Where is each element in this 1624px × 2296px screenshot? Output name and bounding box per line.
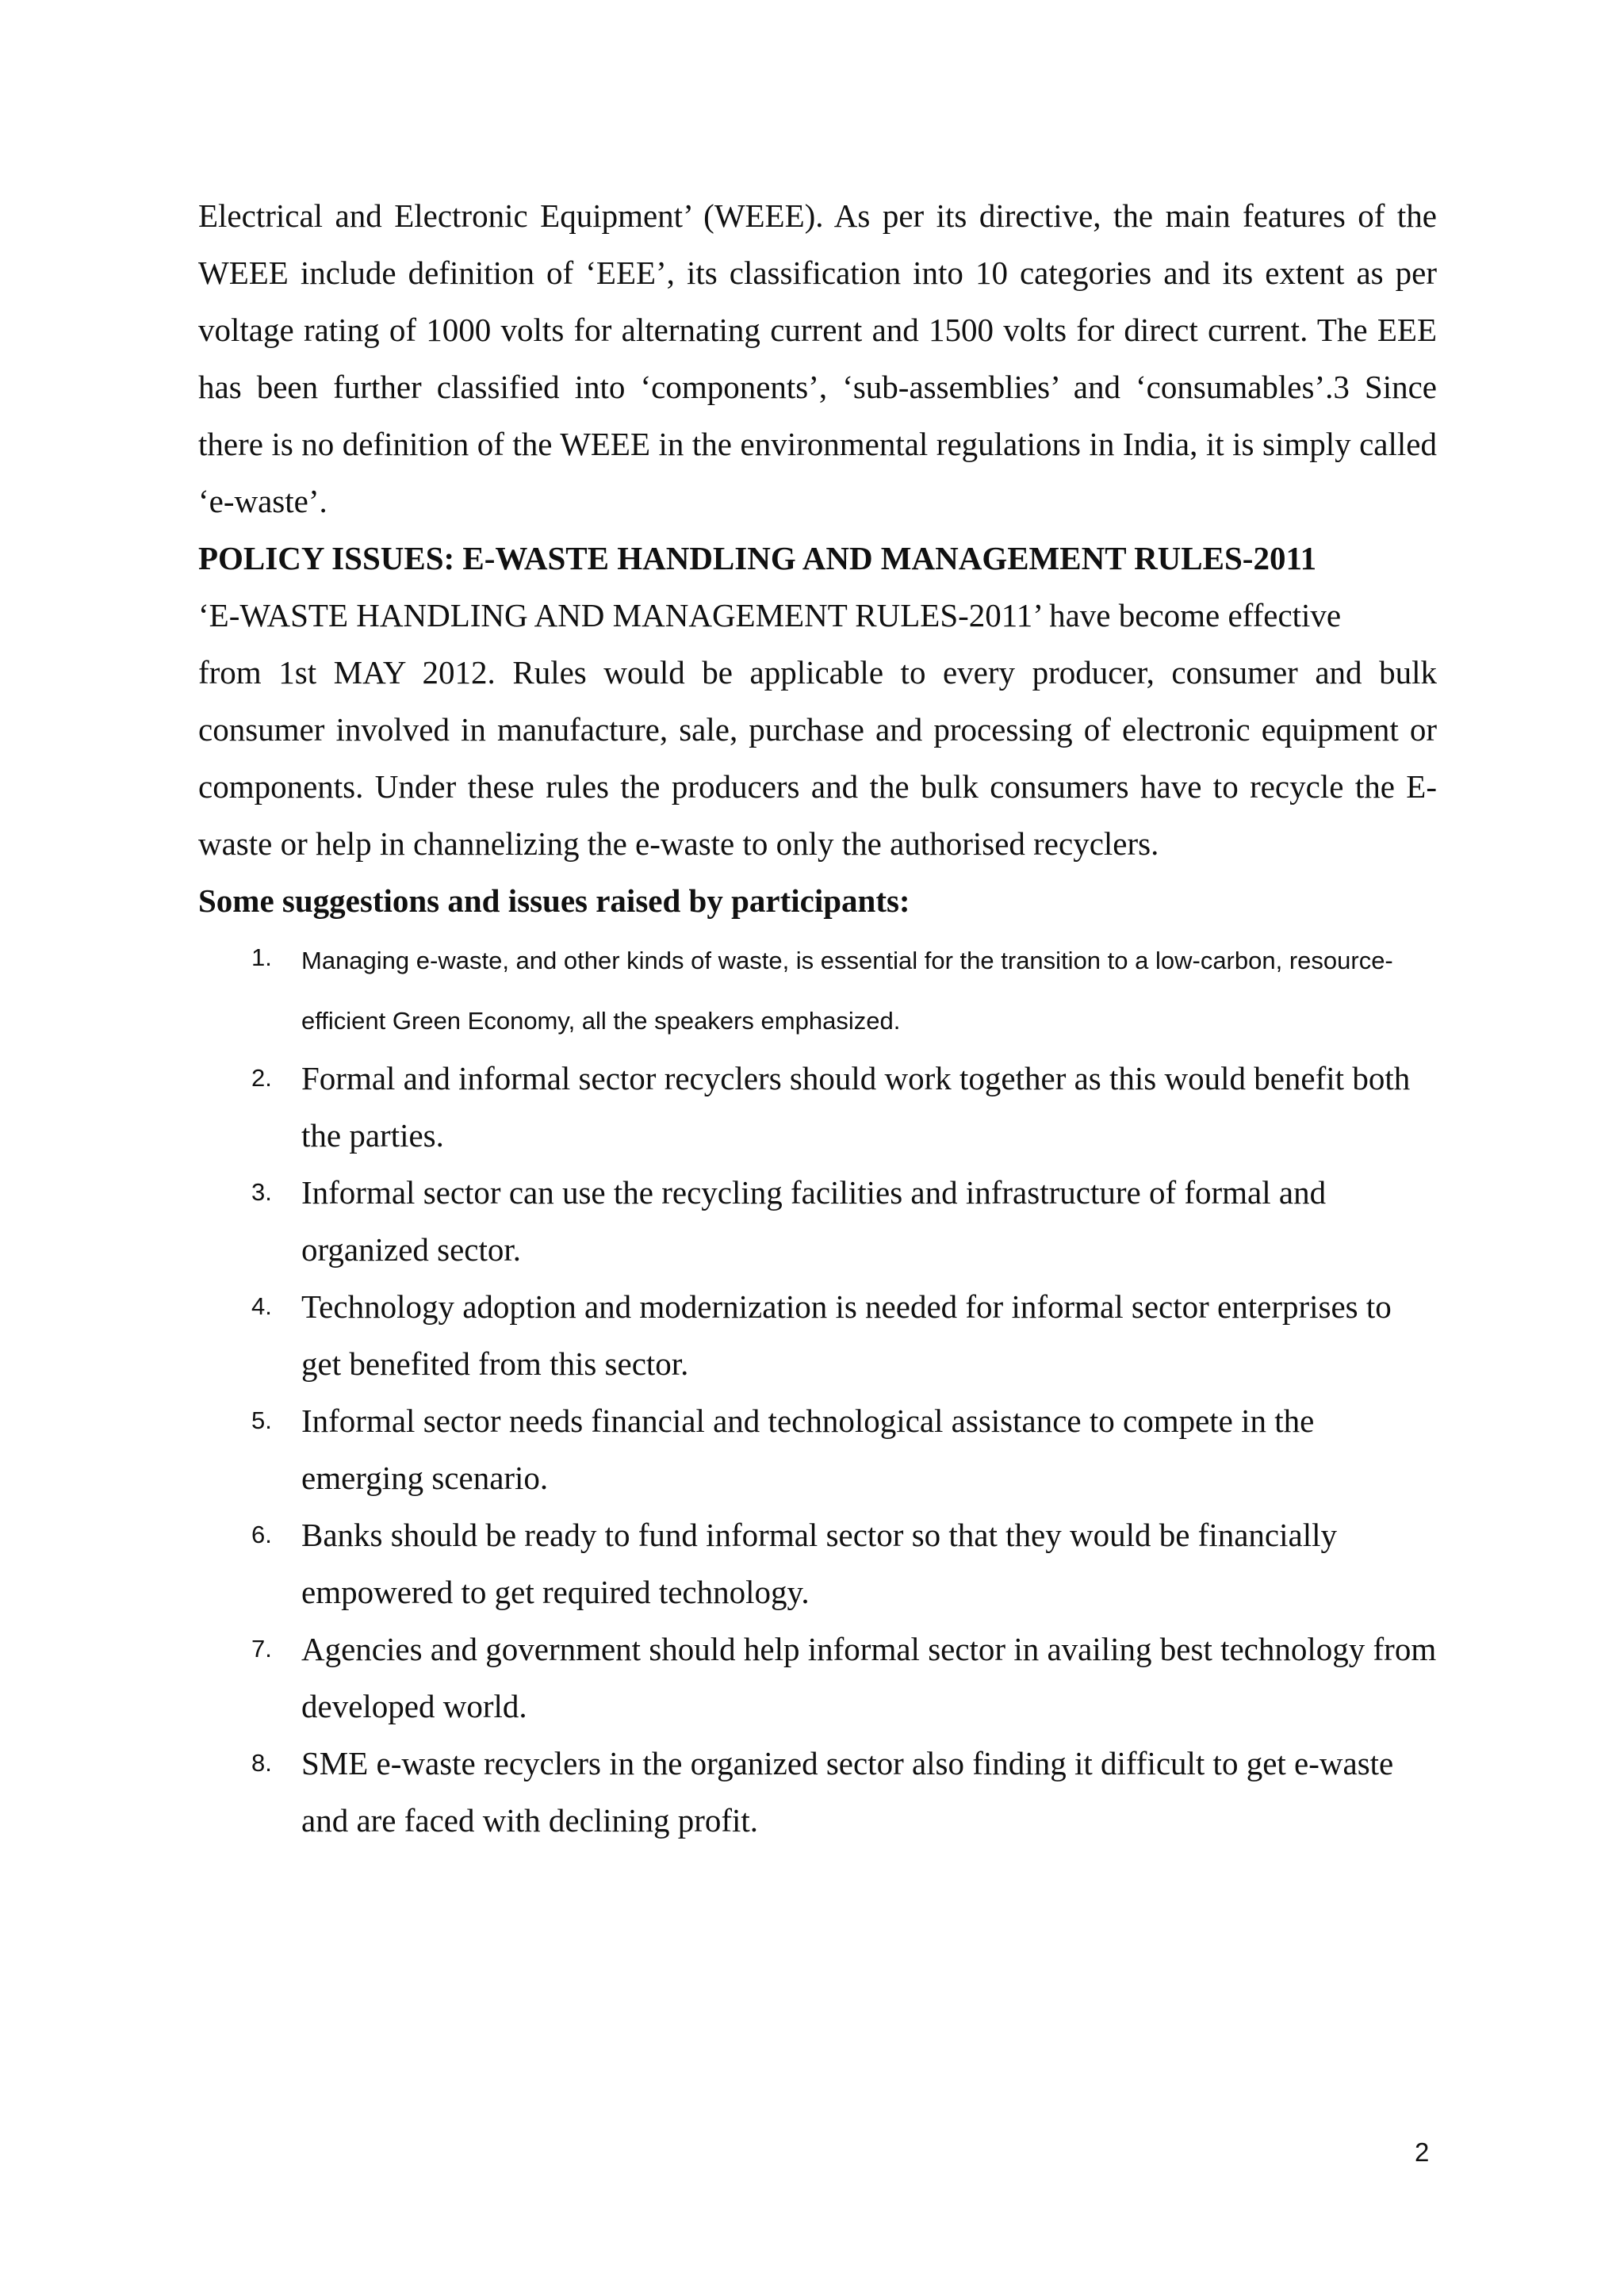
list-item bbox=[198, 1278, 1437, 1392]
list-item-text: Managing e-waste, and other kinds of waste, is essential for the transition to a low-carbon, resource-efficient Green Economy, all the speakers emphasized. bbox=[301, 947, 1393, 1035]
list-item-number: 2. bbox=[251, 1064, 272, 1092]
list-item-text: Informal sector can use the recycling facilities and infrastructure of formal and organized sector. bbox=[301, 1174, 1327, 1268]
intro-paragraph: Electrical and Electronic Equipment’ (WEEE). As per its directive, the main features of the WEEE include definition of ‘EEE’, its classification into 10 categories and its extent as per voltage rating of 1000 volts for alternating current and 1500 volts for direct current. The EEE has been further classified into ‘components’, ‘sub-assemblies’ and ‘consumables’.3 Since there is no definition of the WEEE in the environmental regulations in India, it is simply called ‘e-waste’. bbox=[198, 197, 1437, 519]
list-item-text: Agencies and government should help informal sector in availing best technology from developed world. bbox=[301, 1631, 1437, 1724]
list-item-number: 5. bbox=[251, 1406, 272, 1434]
list-item-text: SME e-waste recyclers in the organized sector also finding it difficult to get e-waste and are faced with declining profit. bbox=[301, 1745, 1394, 1839]
list-item-number: 8. bbox=[251, 1749, 272, 1777]
policy-paragraph: from 1st MAY 2012. Rules would be applicable to every producer, consumer and bulk consumer involved in manufacture, sale, purchase and processing of electronic equipment or components. Under these rules the producers and the bulk consumers have to recycle the E-waste or help in channelizing the e-waste to only the authorised recyclers. bbox=[198, 654, 1437, 862]
list-item bbox=[198, 1164, 1437, 1278]
document-body bbox=[198, 187, 1437, 1849]
policy-heading: POLICY ISSUES: E-WASTE HANDLING AND MANAGEMENT RULES-2011 bbox=[198, 540, 1317, 576]
list-item-text: Banks should be ready to fund informal sector so that they would be financially empowered to get required technology. bbox=[301, 1517, 1337, 1610]
list-item-text: Technology adoption and modernization is needed for informal sector enterprises to get benefited from this sector. bbox=[301, 1288, 1392, 1382]
list-item bbox=[198, 1621, 1437, 1735]
list-item-text: Informal sector needs financial and technological assistance to compete in the emerging scenario. bbox=[301, 1402, 1315, 1496]
list-item-number: 4. bbox=[251, 1292, 272, 1320]
suggestions-list bbox=[198, 929, 1437, 1849]
list-item-number: 7. bbox=[251, 1635, 272, 1663]
list-item bbox=[198, 929, 1437, 1050]
list-item-number: 6. bbox=[251, 1521, 272, 1548]
list-item-number: 1. bbox=[251, 943, 272, 971]
list-item-number: 3. bbox=[251, 1178, 272, 1206]
list-item bbox=[198, 1392, 1437, 1506]
list-item bbox=[198, 1506, 1437, 1621]
suggestions-heading: Some suggestions and issues raised by participants: bbox=[198, 882, 910, 919]
policy-first-line: ‘E-WASTE HANDLING AND MANAGEMENT RULES-2011’ have become effective bbox=[198, 597, 1342, 633]
list-item bbox=[198, 1735, 1437, 1849]
list-item-text: Formal and informal sector recyclers should work together as this would benefit both the parties. bbox=[301, 1060, 1411, 1154]
page-number: 2 bbox=[1415, 2137, 1430, 2167]
list-item bbox=[198, 1050, 1437, 1164]
